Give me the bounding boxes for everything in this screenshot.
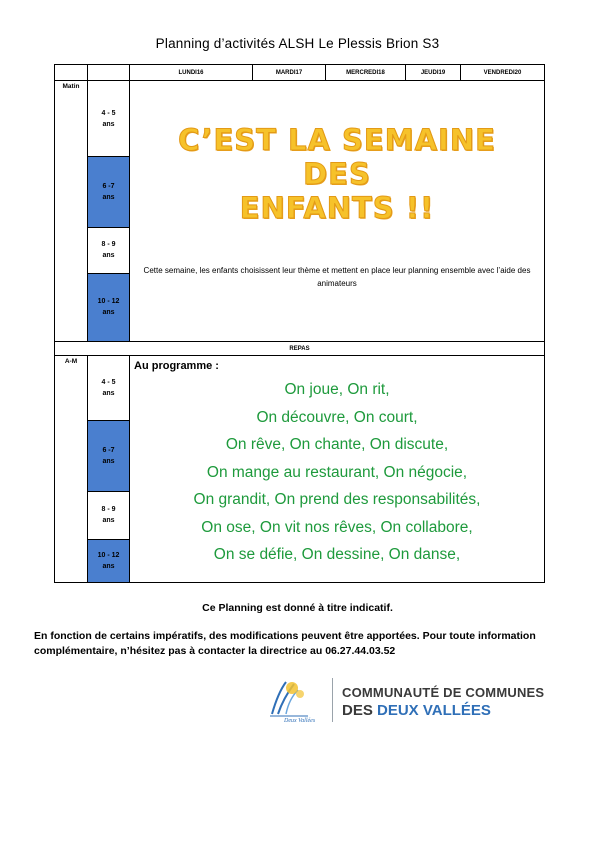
- afternoon-age-6-7: [88, 421, 130, 491]
- age-unit: ans: [102, 390, 115, 398]
- period-morning: Matin: [55, 81, 88, 342]
- program-line: On ose, On vit nos rêves, On collabore,: [201, 518, 473, 536]
- page-title: Planning d’activités ALSH Le Plessis Brion S3: [155, 36, 440, 51]
- age-range: 10 - 12: [97, 551, 120, 559]
- program-line: On mange au restaurant, On négocie,: [206, 463, 468, 481]
- program-line: On découvre, On court,: [256, 408, 418, 426]
- banner-line: ENFANTS !!: [239, 191, 435, 225]
- community-logo: [262, 674, 562, 724]
- afternoon-age-4-5: [88, 356, 130, 421]
- period-afternoon: A-M: [55, 356, 88, 583]
- banner-line: DES: [303, 157, 371, 191]
- header-empty-2: [88, 65, 130, 81]
- header-row: [55, 65, 545, 81]
- age-unit: ans: [102, 457, 115, 465]
- logo-mark-text: Deux Vallées: [284, 718, 316, 724]
- age-range: 10 - 12: [97, 298, 120, 306]
- age-unit: ans: [102, 517, 115, 525]
- morning-activities: [130, 81, 545, 342]
- program-line: On rêve, On chante, On discute,: [225, 436, 449, 453]
- afternoon-age-10-12: [88, 539, 130, 582]
- afternoon-row-1: [55, 356, 545, 421]
- age-unit: ans: [102, 193, 115, 201]
- program-line: On joue, On rit,: [284, 381, 390, 398]
- logo-line-2-prefix: DES: [342, 702, 378, 719]
- age-range: 4 - 5: [101, 379, 116, 387]
- day-header-wednesday: MERCREDI18: [326, 65, 406, 81]
- logo-divider: [332, 678, 333, 722]
- day-header-friday: VENDREDI20: [461, 65, 545, 81]
- day-header-tuesday: MARDI17: [253, 65, 326, 81]
- program-line: On grandit, On prend des responsabilités,: [193, 491, 481, 508]
- afternoon-age-8-9: [88, 491, 130, 539]
- program-heading: Au programme :: [134, 360, 219, 372]
- logo-line-2: [342, 702, 491, 719]
- age-range: 6 -7: [102, 182, 115, 190]
- age-range: 4 - 5: [101, 109, 116, 117]
- morning-age-8-9: [88, 227, 130, 273]
- morning-age-4-5: [88, 81, 130, 157]
- age-range: 8 - 9: [101, 506, 116, 514]
- disclaimer: Ce Planning est donné à titre indicatif.: [202, 602, 393, 614]
- lunch-row: [55, 342, 545, 356]
- morning-age-6-7: [88, 157, 130, 227]
- morning-row-1: [55, 81, 545, 157]
- two-valleys-logo-icon: [262, 674, 326, 724]
- day-header-thursday: JEUDI19: [406, 65, 461, 81]
- age-unit: ans: [102, 252, 115, 260]
- age-unit: ans: [102, 120, 115, 128]
- banner-line: C’EST LA SEMAINE: [178, 123, 496, 157]
- lunch-label: REPAS: [55, 342, 545, 356]
- logo-line-2-highlight: DEUX VALLÉES: [377, 702, 491, 719]
- program-list: [130, 376, 544, 569]
- planning-table: [54, 64, 545, 583]
- morning-note: Cette semaine, les enfants choisissent leur thème et mettent en place leur planning ensemble avec l’aide des animateurs: [143, 266, 531, 288]
- header-empty-1: [55, 65, 88, 81]
- week-banner: [130, 123, 544, 225]
- logo-line-1: COMMUNAUTÉ DE COMMUNES: [342, 685, 545, 700]
- age-unit: ans: [102, 562, 115, 570]
- age-range: 6 -7: [102, 446, 115, 454]
- morning-age-10-12: [88, 273, 130, 341]
- day-header-monday: LUNDI16: [130, 65, 253, 81]
- program-line: On se défie, On dessine, On danse,: [213, 546, 461, 563]
- afternoon-activities: [130, 356, 545, 583]
- age-range: 8 - 9: [101, 241, 116, 249]
- contact-info: En fonction de certains impératifs, des modifications peuvent être apportées. Pour toute information complémentaire, n’hésitez pas à contacter la directrice au 06.27.44.03.52: [34, 630, 536, 657]
- age-unit: ans: [102, 309, 115, 317]
